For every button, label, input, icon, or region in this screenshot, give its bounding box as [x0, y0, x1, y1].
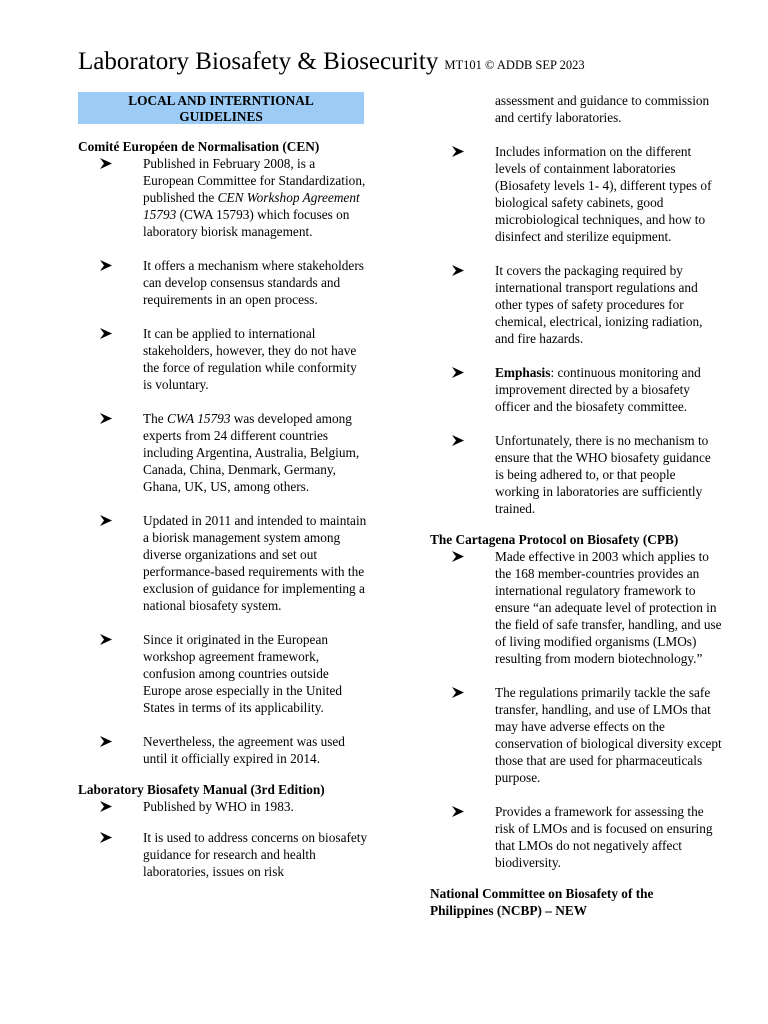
cen-bullet-1-pre: Published in February 2008, is a European Committee for Standardization, published the — [143, 156, 366, 205]
left-column — [78, 92, 368, 880]
arrow-bullet-icon — [100, 410, 114, 427]
banner-line-2: GUIDELINES — [179, 109, 263, 124]
list-item — [430, 143, 722, 245]
list-item — [78, 829, 368, 880]
ncbp-heading — [430, 885, 722, 919]
list-item — [78, 155, 368, 240]
banner-line-1: LOCAL AND INTERNTIONAL — [128, 93, 314, 108]
list-item — [78, 257, 368, 308]
arrow-bullet-icon — [100, 257, 114, 274]
ncbp-heading-line-2: Philippines (NCBP) – NEW — [430, 903, 587, 918]
arrow-bullet-icon — [452, 803, 466, 820]
lbm-bullet-1: Published by WHO in 1983. — [143, 799, 294, 814]
arrow-bullet-icon — [452, 548, 466, 565]
list-item — [78, 798, 368, 815]
arrow-bullet-icon — [100, 798, 114, 815]
arrow-bullet-icon — [100, 325, 114, 342]
list-item — [430, 364, 722, 415]
cen-bullet-2: It offers a mechanism where stakeholders can develop consensus standards and requirements in an open process. — [143, 258, 364, 307]
lbm-bullet-5-emphasis: Emphasis — [495, 365, 551, 380]
lbm-bullet-3: Includes information on the different levels of containment laboratories (Biosafety levels 1- 4), different types of biological safety cabinets, good microbiological techniques, and how to disinfect and sterilize equipment. — [495, 144, 712, 244]
list-item — [78, 631, 368, 716]
right-column — [430, 92, 722, 919]
arrow-bullet-icon — [100, 155, 114, 172]
arrow-bullet-icon — [100, 829, 114, 846]
lbm-bullet-5-rest: : continuous monitoring and improvement directed by a biosafety officer and the biosafety committee. — [495, 365, 701, 414]
list-item — [430, 432, 722, 517]
list-item — [430, 803, 722, 871]
arrow-bullet-icon — [100, 733, 114, 750]
cpb-bullet-1: Made effective in 2003 which applies to the 168 member-countries provides an international regulatory framework to ensure “an adequate level of protection in the field of safe transfer, handling, and use of living modified organisms (LMOs) resulting from modern biotechnology.” — [495, 549, 722, 666]
lbm-bullet-2: It is used to address concerns on biosafety guidance for research and health laboratories, issues on risk — [143, 830, 368, 879]
cen-bullet-4-post: was developed among experts from 24 different countries including Argentina, Australia, Belgium, Canada, China, Denmark, Germany, Ghana, UK, US, among others. — [143, 411, 360, 494]
list-item — [78, 512, 368, 614]
lbm-bullet-6: Unfortunately, there is no mechanism to ensure that the WHO biosafety guidance is being adhered to, or that people working in laboratories are sufficiently trained. — [495, 433, 711, 516]
lbm-bullet-4: It covers the packaging required by international transport regulations and other types of safety procedures for chemical, electrical, ionizing radiation, and fire hazards. — [495, 263, 703, 346]
list-item — [78, 325, 368, 393]
page-title: Laboratory Biosafety & Biosecurity — [78, 48, 439, 75]
section-banner — [78, 92, 364, 124]
arrow-bullet-icon — [452, 143, 466, 160]
cpb-bullet-2: The regulations primarily tackle the safe transfer, handling, and use of LMOs that may have adverse effects on the conservation of biological diversity except those that are used for pharmaceuticals purpose. — [495, 685, 722, 785]
page-header — [78, 48, 585, 76]
arrow-bullet-icon — [452, 432, 466, 449]
cen-bullet-5: Updated in 2011 and intended to maintain a biorisk management system among diverse organizations and set out performance-based requirements with the exclusion of guidance for implementing a national biosafety system. — [143, 513, 367, 613]
list-item — [78, 410, 368, 495]
cpb-bullet-3: Provides a framework for assessing the risk of LMOs and is focused on ensuring that LMOs do not negatively affect biodiversity. — [495, 804, 713, 870]
cen-heading: Comité Européen de Normalisation (CEN) — [78, 139, 320, 154]
cen-bullet-7: Nevertheless, the agreement was used until it officially expired in 2014. — [143, 734, 345, 766]
list-item — [78, 733, 368, 767]
list-item — [430, 262, 722, 347]
list-item — [430, 548, 722, 667]
arrow-bullet-icon — [452, 364, 466, 381]
ncbp-heading-line-1: National Committee on Biosafety of the — [430, 886, 654, 901]
cen-bullet-1-em: CEN Workshop Agreement 15793 — [143, 190, 360, 222]
list-item — [430, 684, 722, 786]
arrow-bullet-icon — [100, 631, 114, 648]
arrow-bullet-icon — [452, 684, 466, 701]
cpb-heading: The Cartagena Protocol on Biosafety (CPB) — [430, 532, 679, 547]
lbm-bullet-2-continued: assessment and guidance to commission and certify laboratories. — [495, 93, 710, 125]
cen-bullet-6: Since it originated in the European workshop agreement framework, confusion among countries outside Europe arose especially in the United States in terms of its applicability. — [143, 632, 343, 715]
arrow-bullet-icon — [452, 262, 466, 279]
lbm-heading: Laboratory Biosafety Manual (3rd Edition) — [78, 782, 325, 797]
cen-bullet-1-post: (CWA 15793) which focuses on laboratory biorisk management. — [143, 207, 350, 239]
cen-bullet-4-em: CWA 15793 — [167, 411, 231, 426]
cen-bullet-3: It can be applied to international stakeholders, however, they do not have the force of regulation while conformity is voluntary. — [143, 326, 357, 392]
cen-bullet-4-pre: The — [143, 411, 167, 426]
arrow-bullet-icon — [100, 512, 114, 529]
course-code: MT101 © ADDB SEP 2023 — [444, 58, 585, 72]
